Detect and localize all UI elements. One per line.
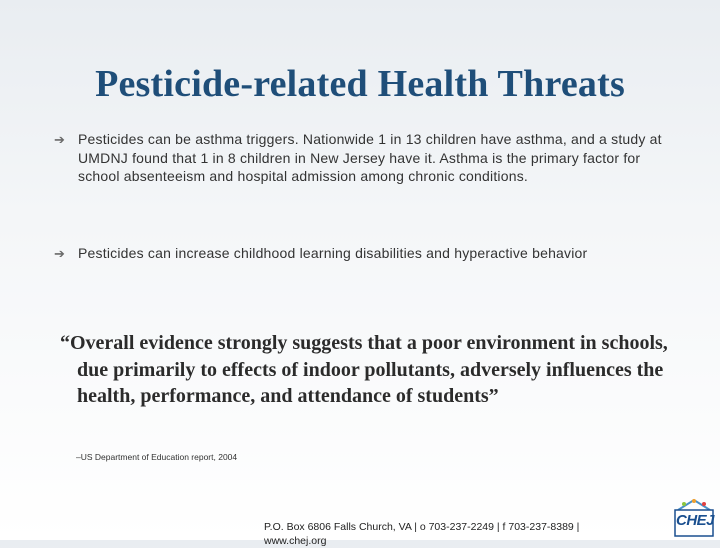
slide-title: Pesticide-related Health Threats (95, 63, 625, 105)
quote-citation: –US Department of Education report, 2004 (76, 452, 238, 462)
bullet-text: Pesticides can be asthma triggers. Nationwide 1 in 13 children have asthma, and a study at UMDNJ found that 1 in 8 children in New Jersey have it. Asthma is the primary factor for school absenteeism and hospital admission among chronic conditions. (78, 131, 662, 184)
quote-text: “Overall evidence strongly suggests that a poor environment in schools, due primarily to effects of indoor pollutants, adversely influences the health, performance, and attendance of students” (60, 332, 668, 407)
bullet-item-asthma (54, 130, 674, 186)
bullet-item-learning (54, 244, 674, 263)
bullet-text: Pesticides can increase childhood learning disabilities and hyperactive behavior (78, 244, 588, 261)
logo-text: CHEJ (676, 512, 715, 529)
bullet-icon: ➔ (54, 132, 66, 147)
chej-logo (672, 496, 716, 540)
footer-contact: P.O. Box 6806 Falls Church, VA | o 703-237-2249 | f 703-237-8389 | www.chej.org (264, 521, 580, 547)
bullet-icon: ➔ (54, 245, 66, 261)
bullet-list (54, 130, 674, 262)
